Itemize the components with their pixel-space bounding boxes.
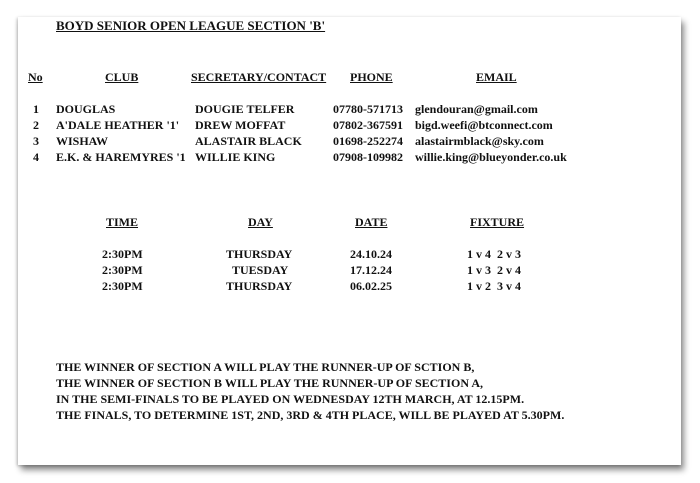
row-club: A'DALE HEATHER '1' [56, 118, 180, 132]
fixture-day: THURSDAY [226, 247, 293, 261]
row-email: willie.king@blueyonder.co.uk [415, 150, 567, 164]
note-line: THE FINALS, TO DETERMINE 1ST, 2ND, 3RD & 4TH PLACE, WILL BE PLAYED AT 5.30PM. [56, 408, 565, 422]
header-time: TIME [106, 215, 139, 229]
row-no: 1 [33, 102, 39, 116]
header-club: CLUB [105, 70, 139, 84]
page-title: BOYD SENIOR OPEN LEAGUE SECTION 'B' [56, 18, 326, 33]
row-email: alastairmblack@sky.com [415, 134, 544, 148]
fixture-date: 24.10.24 [350, 247, 392, 261]
fixture-matches: 1 v 3 2 v 4 [467, 263, 521, 277]
row-phone: 07780-571713 [333, 102, 403, 116]
row-no: 3 [33, 134, 39, 148]
row-secretary: DOUGIE TELFER [195, 102, 295, 116]
row-email: bigd.weefi@btconnect.com [415, 118, 553, 132]
note-line: IN THE SEMI-FINALS TO BE PLAYED ON WEDNESDAY 12TH MARCH, AT 12.15PM. [56, 392, 525, 406]
row-no: 2 [33, 118, 39, 132]
fixture-time: 2:30PM [102, 279, 143, 293]
row-phone: 07802-367591 [333, 118, 403, 132]
header-day: DAY [248, 215, 273, 229]
header-email: EMAIL [476, 70, 517, 84]
header-phone: PHONE [350, 70, 393, 84]
fixture-date: 06.02.25 [350, 279, 392, 293]
fixture-date: 17.12.24 [350, 263, 392, 277]
header-date: DATE [355, 215, 388, 229]
row-phone: 01698-252274 [333, 134, 403, 148]
fixture-day: THURSDAY [226, 279, 293, 293]
row-club: E.K. & HAREMYRES '1 [56, 150, 186, 164]
row-phone: 07908-109982 [333, 150, 403, 164]
fixture-time: 2:30PM [102, 263, 143, 277]
fixture-matches: 1 v 4 2 v 3 [467, 247, 521, 261]
row-secretary: DREW MOFFAT [195, 118, 286, 132]
header-no: No [28, 70, 43, 84]
fixture-day: TUESDAY [232, 263, 289, 277]
row-club: DOUGLAS [56, 102, 116, 116]
fixture-time: 2:30PM [102, 247, 143, 261]
note-line: THE WINNER OF SECTION A WILL PLAY THE RUNNER-UP OF SCTION B, [56, 360, 475, 374]
header-secretary: SECRETARY/CONTACT [191, 70, 327, 84]
row-no: 4 [33, 150, 39, 164]
row-email: glendouran@gmail.com [415, 102, 538, 116]
row-club: WISHAW [56, 134, 109, 148]
header-fixture: FIXTURE [470, 215, 525, 229]
fixture-matches: 1 v 2 3 v 4 [467, 279, 521, 293]
row-secretary: WILLIE KING [195, 150, 276, 164]
row-secretary: ALASTAIR BLACK [195, 134, 302, 148]
note-line: THE WINNER OF SECTION B WILL PLAY THE RUNNER-UP OF SECTION A, [56, 376, 483, 390]
